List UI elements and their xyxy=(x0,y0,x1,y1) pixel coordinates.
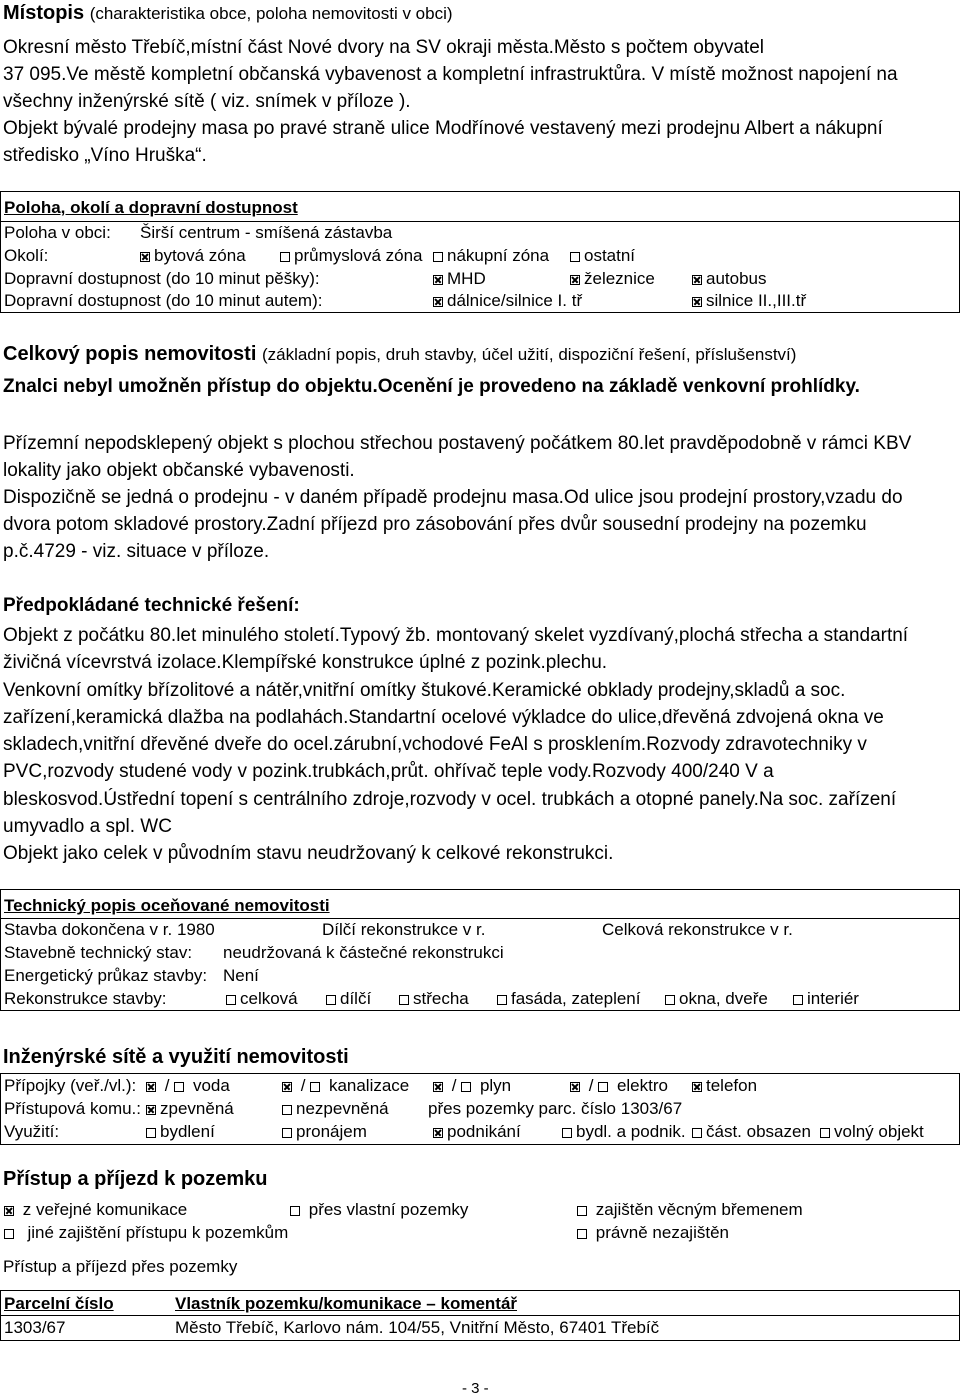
celkovy-line: lokality jako objekt občanské vybavenosti. xyxy=(3,460,355,481)
komu-nezpevnena: nezpevněná xyxy=(282,1099,389,1119)
checkbox[interactable] xyxy=(497,995,507,1005)
pesky-autobus: autobus xyxy=(692,269,767,289)
checkbox-checked[interactable] xyxy=(433,275,443,285)
checkbox-checked[interactable] xyxy=(433,1082,443,1092)
okoli-nakupni: nákupní zóna xyxy=(433,246,549,266)
mistopis-line: Objekt bývalé prodejny masa po pravé straně ulice Modřínové vestavený mezi prodejnu Albert a nákupní xyxy=(3,118,883,139)
mistopis-subtitle: (charakteristika obce, poloha nemovitosti v obci) xyxy=(89,4,453,23)
technicke-line: PVC,rozvody studené vody v pozink.trubkách,průt. ohřívač teple vody.Rozvody 400/240 V a xyxy=(3,761,774,783)
checkbox[interactable] xyxy=(577,1229,587,1239)
checkbox[interactable] xyxy=(692,1128,702,1138)
okoli-ostatni: ostatní xyxy=(570,246,635,266)
technicke-line: Objekt z počátku 80.let minulého století.Typový žb. montovaný skelet vyzdívaný,plochá střecha a standartní xyxy=(3,625,909,646)
checkbox[interactable] xyxy=(461,1082,471,1092)
autem-dalnice: dálnice/silnice I. tř xyxy=(433,291,582,311)
pristup-bremeno: zajištěn věcným břemenem xyxy=(577,1200,803,1220)
stav-label: Stavebně technický stav: xyxy=(4,943,193,962)
pripojky-label: Přípojky (veř./vl.): xyxy=(4,1076,137,1095)
techpopis-dilci: Dílčí rekonstrukce v r. xyxy=(322,920,486,939)
technicke-line: Venkovní omítky břízolitové a nátěr,vnitřní omítky štukové.Keramické obklady prodejny,skladů a soc. xyxy=(3,679,846,701)
poloha-label: Poloha v obci: xyxy=(4,223,111,242)
celkovy-line: Dispozičně se jedná o prodejnu - v daném případě prodejnu masa.Od ulice jsou prodejní prostory,vzadu do xyxy=(3,487,903,508)
pristup-jine: jiné zajištění přístupu k pozemkům xyxy=(4,1223,288,1243)
checkbox[interactable] xyxy=(433,252,443,262)
mistopis-text xyxy=(3,34,898,169)
celkovy-bold-line: Znalci nebyl umožněn přístup do objektu.Ocenění je provedeno na základě venkovní prohlídky. xyxy=(3,376,860,397)
pristup-vlastni: přes vlastní pozemky xyxy=(290,1200,468,1220)
technicke-line: Objekt jako celek v původním stavu neudržovaný k celkové rekonstrukci. xyxy=(3,843,614,865)
vyuziti-label: Využití: xyxy=(4,1122,60,1141)
checkbox-checked[interactable] xyxy=(282,1082,292,1092)
technicke-line: živičná vícevrstvá izolace.Klempířské konstrukce úplné z pozink.plechu. xyxy=(3,652,608,674)
parcely-col-cislo: Parcelní číslo xyxy=(4,1294,114,1313)
mistopis-header xyxy=(3,2,453,25)
prukaz-label: Energetický průkaz stavby: xyxy=(4,966,208,985)
pripojka-telefon: telefon xyxy=(692,1076,757,1096)
parcely-cell: 1303/67 xyxy=(4,1318,66,1337)
checkbox[interactable] xyxy=(146,1128,156,1138)
okoli-bytova: bytová zóna xyxy=(140,246,246,266)
checkbox[interactable] xyxy=(282,1105,292,1115)
checkbox[interactable] xyxy=(562,1128,572,1138)
komu-pres-pozemky: přes pozemky parc. číslo 1303/67 xyxy=(428,1099,683,1118)
site-heading: Inženýrské sítě a využití nemovitosti xyxy=(3,1046,349,1068)
vyuziti-cast-obsazen: část. obsazen xyxy=(692,1122,811,1142)
pristup-nezajisten: právně nezajištěn xyxy=(577,1223,729,1243)
checkbox[interactable] xyxy=(793,995,803,1005)
pripojka-voda: / voda xyxy=(146,1076,230,1096)
celkovy-heading: Celkový popis nemovitosti xyxy=(3,343,257,365)
checkbox[interactable] xyxy=(280,252,290,262)
checkbox-checked[interactable] xyxy=(4,1206,14,1216)
vyuziti-bydleni: bydlení xyxy=(146,1122,215,1142)
technicke-text xyxy=(3,622,908,868)
techpopis-title: Technický popis oceňované nemovitosti xyxy=(4,896,330,915)
technicke-line: umyvadlo a spl. WC xyxy=(3,816,172,838)
technicke-line: bleskosvod.Ústřední topení s centrálního zdroje,rozvody v ocel. trubkách a otopné panely.Na soc. zařízení xyxy=(3,788,897,810)
stav-value: neudržovaná k částečné rekonstrukci xyxy=(223,943,504,962)
komu-zpevnena: zpevněná xyxy=(146,1099,234,1119)
checkbox[interactable] xyxy=(290,1206,300,1216)
checkbox[interactable] xyxy=(577,1206,587,1216)
prukaz-value: Není xyxy=(223,966,259,985)
checkbox[interactable] xyxy=(598,1082,608,1092)
checkbox-checked[interactable] xyxy=(692,275,702,285)
pripojka-kanalizace: / kanalizace xyxy=(282,1076,409,1096)
autem-label: Dopravní dostupnost (do 10 minut autem): xyxy=(4,291,323,310)
pripojka-plyn: / plyn xyxy=(433,1076,511,1096)
checkbox-checked[interactable] xyxy=(692,297,702,307)
celkovy-line: p.č.4729 - viz. situace v příloze. xyxy=(3,541,270,562)
parcely-col-vlastnik: Vlastník pozemku/komunikace – komentář xyxy=(175,1294,518,1313)
technicke-line: zařízení,keramická dlažba na podlahách.Standartní ocelové výkladce do ulice,dřevěná zdvojená okna ve xyxy=(3,706,884,728)
komu-label: Přístupová komu.: xyxy=(4,1099,142,1118)
celkovy-text xyxy=(3,430,911,565)
okoli-prumyslova: průmyslová zóna xyxy=(280,246,423,266)
checkbox-checked[interactable] xyxy=(570,1082,580,1092)
pesky-zeleznice: železnice xyxy=(570,269,655,289)
checkbox[interactable] xyxy=(174,1082,184,1092)
checkbox-checked[interactable] xyxy=(433,1128,443,1138)
checkbox-checked[interactable] xyxy=(140,252,150,262)
rekon-strecha: střecha xyxy=(399,989,469,1009)
rekon-celkova: celková xyxy=(226,989,298,1009)
pristup-subheading: Přístup a příjezd přes pozemky xyxy=(3,1257,238,1276)
okoli-label: Okolí: xyxy=(4,246,49,265)
poloha-value: Širší centrum - smíšená zástavba xyxy=(140,223,393,242)
checkbox[interactable] xyxy=(282,1128,292,1138)
poloha-title: Poloha, okolí a dopravní dostupnost xyxy=(4,198,298,217)
mistopis-line: všechny inženýrské sítě ( viz. snímek v příloze ). xyxy=(3,91,411,112)
mistopis-line: středisko „Víno Hruška“. xyxy=(3,145,207,166)
mistopis-line: 37 095.Ve městě kompletní občanská vybavenost a kompletní infrastruktůra. V místě možnost napojení na xyxy=(3,64,898,85)
technicke-heading: Předpokládané technické řešení: xyxy=(3,595,300,616)
vyuziti-pronajem: pronájem xyxy=(282,1122,367,1142)
pristup-heading: Přístup a příjezd k pozemku xyxy=(3,1168,268,1190)
checkbox[interactable] xyxy=(226,995,236,1005)
checkbox-checked[interactable] xyxy=(692,1082,702,1092)
page-number: - 3 - xyxy=(462,1380,489,1397)
pesky-mhd: MHD xyxy=(433,269,486,289)
vyuziti-podnikani: podnikání xyxy=(433,1122,521,1142)
pristup-verejne: z veřejné komunikace xyxy=(4,1200,187,1220)
techpopis-dokoncena: Stavba dokončena v r. 1980 xyxy=(4,920,215,939)
celkovy-line: dvora potom skladové prostory.Zadní příjezd pro zásobování přes dvůr sousední prodejny na pozemku xyxy=(3,514,867,535)
checkbox-checked[interactable] xyxy=(146,1082,156,1092)
checkbox-checked[interactable] xyxy=(146,1105,156,1115)
vyuziti-bydl-podnik: bydl. a podnik. xyxy=(562,1122,686,1142)
celkovy-subtitle: (základní popis, druh stavby, účel užití, dispoziční řešení, příslušenství) xyxy=(261,345,797,364)
rekon-interier: interiér xyxy=(793,989,859,1009)
checkbox[interactable] xyxy=(399,995,409,1005)
techpopis-celkova: Celková rekonstrukce v r. xyxy=(602,920,793,939)
vyuziti-volny: volný objekt xyxy=(820,1122,924,1142)
rekon-label: Rekonstrukce stavby: xyxy=(4,989,167,1008)
technicke-line: skladech,vnitřní dřevěné dveře do ocel.zárubní,vchodové FeAl s prosklením.Rozvody zdravotechniky v xyxy=(3,734,867,756)
checkbox[interactable] xyxy=(820,1128,830,1138)
rekon-dilci: dílčí xyxy=(326,989,371,1009)
autem-silnice: silnice II.,III.tř xyxy=(692,291,806,311)
checkbox-checked[interactable] xyxy=(433,297,443,307)
mistopis-heading: Místopis xyxy=(3,2,85,24)
checkbox[interactable] xyxy=(570,252,580,262)
parcely-cell: Město Třebíč, Karlovo nám. 104/55, Vnitřní Město, 67401 Třebíč xyxy=(175,1318,660,1337)
checkbox[interactable] xyxy=(326,995,336,1005)
checkbox[interactable] xyxy=(310,1082,320,1092)
celkovy-line: Přízemní nepodsklepený objekt s plochou střechou postavený počátkem 80.let pravděpodobně v rámci KBV xyxy=(3,433,912,454)
rekon-okna: okna, dveře xyxy=(665,989,768,1009)
checkbox[interactable] xyxy=(4,1229,14,1239)
checkbox-checked[interactable] xyxy=(570,275,580,285)
mistopis-line: Okresní město Třebíč,místní část Nové dvory na SV okraji města.Město s počtem obyvatel xyxy=(3,37,764,58)
checkbox[interactable] xyxy=(665,995,675,1005)
celkovy-header xyxy=(3,343,796,366)
pripojka-elektro: / elektro xyxy=(570,1076,668,1096)
rekon-fasada: fasáda, zateplení xyxy=(497,989,640,1009)
pesky-label: Dopravní dostupnost (do 10 minut pěšky): xyxy=(4,269,320,288)
